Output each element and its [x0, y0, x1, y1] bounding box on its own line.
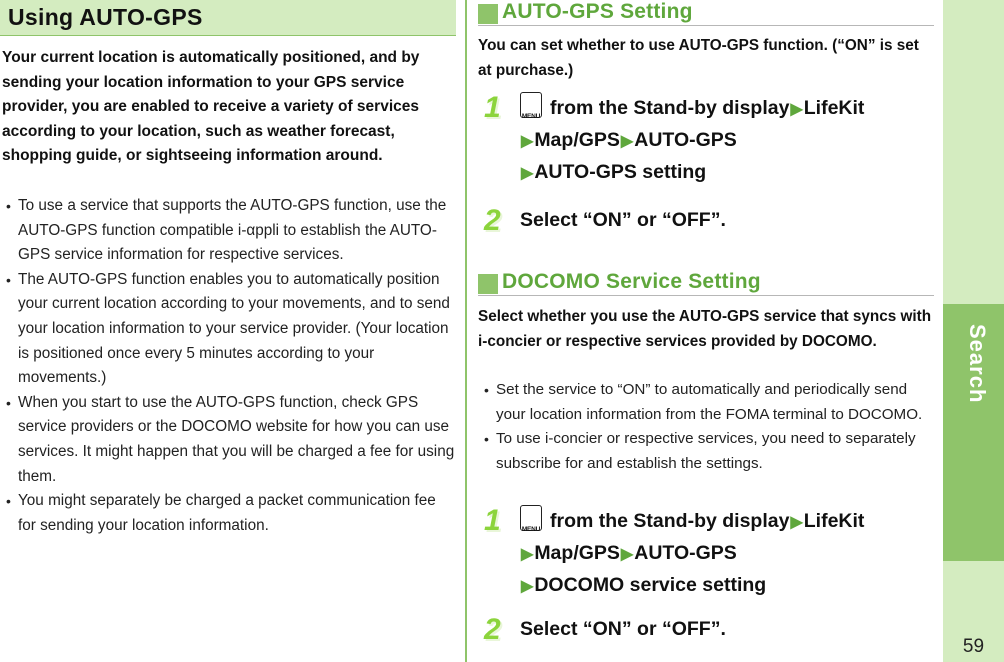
docomo-service-setting-description: Select whether you use the AUTO-GPS service that syncs with i-concier or respective services provided by DOCOMO.	[478, 308, 932, 350]
menu-key-icon: MENU	[520, 92, 542, 118]
auto-gps-setting-title: AUTO-GPS Setting	[502, 0, 693, 23]
arrow-right-icon: ▶	[521, 578, 534, 595]
arrow-right-icon: ▶	[790, 514, 803, 531]
arrow-right-icon: ▶	[790, 101, 803, 118]
step-text-intro: from the Stand-by display	[550, 97, 790, 119]
step-number: 1	[484, 91, 501, 124]
auto-gps-step-1	[478, 90, 934, 186]
menu-path-item: LifeKit	[803, 97, 865, 119]
docomo-service-setting-heading	[478, 270, 934, 296]
menu-path-item: DOCOMO service setting	[534, 574, 767, 596]
arrow-right-icon: ▶	[521, 133, 534, 150]
column-divider	[465, 0, 467, 662]
menu-path-item: AUTO-GPS	[634, 129, 737, 151]
step-instruction: Select “ON” or “OFF”.	[520, 209, 726, 231]
menu-path-item: AUTO-GPS	[634, 542, 737, 564]
note-item: • To use a service that supports the AUTO-GPS function, use the AUTO-GPS function compatible i-αppli to establish the AUTO-GPS service information for respective services.	[4, 194, 456, 268]
heading-square-icon	[478, 4, 498, 24]
arrow-right-icon: ▶	[620, 546, 634, 563]
page-number: 59	[962, 636, 985, 657]
arrow-right-icon: ▶	[620, 133, 634, 150]
note-item: • When you start to use the AUTO-GPS function, check GPS service providers or the DOCOMO website for how you can use services. It might happen that you will be charged a fee for using them.	[4, 391, 456, 489]
intro-paragraph: Your current location is automatically positioned, and by sending your location information to your GPS service provider, you are enabled to receive a variety of services according to your location, such as weather forecast, shopping guide, or sightseeing information around.	[2, 49, 420, 165]
menu-key-icon: MENU	[520, 505, 542, 531]
note-item: • To use i-concier or respective services, you need to separately subscribe for and establish the settings.	[482, 427, 938, 476]
note-item: • You might separately be charged a packet communication fee for sending your location information.	[4, 489, 456, 538]
right-column	[478, 0, 936, 662]
note-item: • The AUTO-GPS function enables you to automatically position your current location according to your movements, and to send your location information to your service provider. (Your location is positioned once every 5 minutes according to your movements.)	[4, 268, 456, 391]
docomo-step-2	[478, 612, 934, 652]
heading-square-icon	[478, 274, 498, 294]
step-instruction	[520, 505, 930, 602]
docomo-step-1	[478, 503, 934, 599]
step-instruction	[520, 92, 930, 189]
step-text-intro: from the Stand-by display	[550, 510, 790, 532]
auto-gps-setting-heading	[478, 0, 934, 26]
section-title: Using AUTO-GPS	[8, 4, 203, 30]
menu-path-item: Map/GPS	[534, 542, 620, 564]
notes-list	[4, 194, 456, 538]
menu-path-item: Map/GPS	[534, 129, 620, 151]
menu-path-item: LifeKit	[803, 510, 865, 532]
step-number: 2	[484, 613, 501, 646]
step-number: 1	[484, 504, 501, 537]
arrow-right-icon: ▶	[521, 546, 534, 563]
chapter-side-tab	[943, 0, 1004, 662]
section-title-banner	[0, 0, 456, 36]
step-instruction: Select “ON” or “OFF”.	[520, 618, 726, 640]
arrow-right-icon: ▶	[521, 165, 534, 182]
chapter-tab-label: Search	[965, 324, 990, 404]
note-item: • Set the service to “ON” to automatically and periodically send your location information from the FOMA terminal to DOCOMO.	[482, 378, 938, 427]
docomo-notes-list	[482, 378, 938, 476]
left-column	[0, 0, 456, 662]
step-number: 2	[484, 204, 501, 237]
auto-gps-step-2	[478, 203, 934, 243]
menu-path-item: AUTO-GPS setting	[534, 161, 707, 183]
auto-gps-setting-description: You can set whether to use AUTO-GPS function. (“ON” is set at purchase.)	[478, 37, 919, 79]
docomo-service-setting-title: DOCOMO Service Setting	[502, 270, 761, 293]
